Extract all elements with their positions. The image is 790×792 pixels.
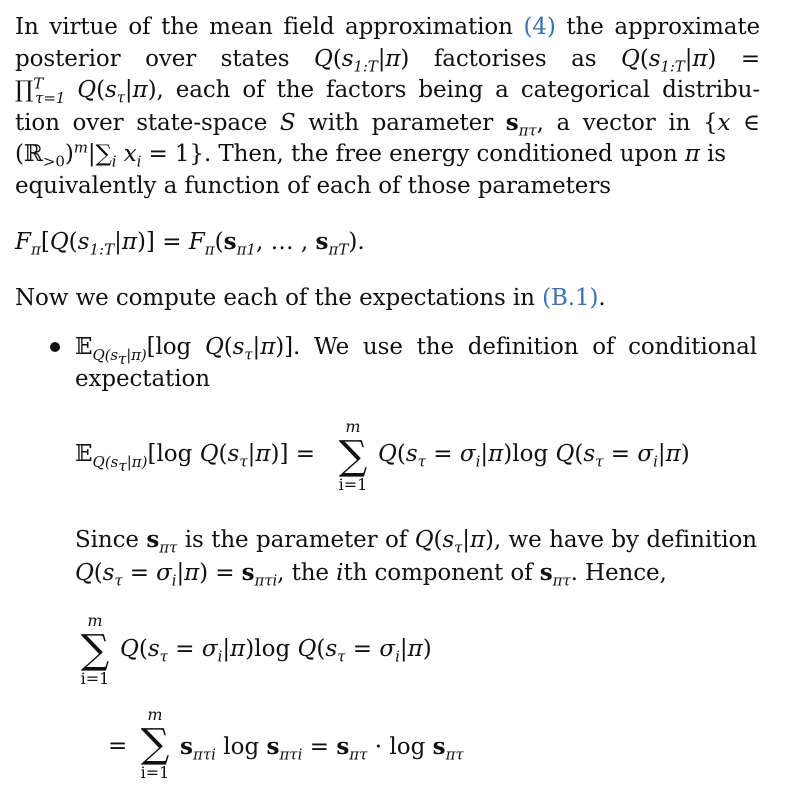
log-op: log [389, 734, 426, 760]
equation-ref-B1[interactable]: (B.1) [542, 285, 599, 311]
text-segment: , we have by definition [493, 527, 757, 553]
text-segment: equivalently a function of each of those parameters [15, 172, 611, 199]
math-Q-cond: $Q(s_\tau|\pi)$ [414, 527, 494, 557]
paragraph-expectations [15, 283, 760, 315]
log-op: log [512, 441, 549, 467]
equation-expectation: 𝔼$_{Q(s_\tau|\pi)}$[log $Q(s_\tau|\pi)$] = [75, 441, 316, 475]
equation-derivation-1: $Q(s_\tau = \sigma_i|\pi)\log$ $Q(s_\tau = \sigma_i|\pi)$ [120, 636, 432, 666]
text-segment: . Then, the free energy conditioned upon [203, 141, 678, 167]
math-posterior-2: $Q(s_{1:T}|\pi)$ [621, 45, 717, 76]
line-10 [75, 524, 757, 557]
equation-equals: = [108, 733, 128, 759]
math-param-3: $s_{\pi\tau i}$ [241, 558, 278, 590]
equation-expectation-rhs: $Q(s_\tau = \sigma_i|\pi)\log$ $Q(s_\tau = \sigma_i|\pi)$ [378, 441, 690, 471]
math-S: S [279, 109, 296, 136]
line-7 [15, 283, 760, 315]
text-segment: Now we compute each of the expectations in [15, 285, 535, 311]
sum-lower: i=1 [80, 669, 110, 688]
line-11 [75, 557, 757, 590]
line-4 [15, 107, 760, 140]
line-8 [75, 332, 757, 368]
paragraph-mean-field [15, 12, 760, 202]
math-pi: π [684, 141, 700, 167]
math-param-4: $s_{\pi\tau}$ [539, 558, 571, 590]
text-segment: , a vector in [536, 109, 691, 136]
bullet-marker [50, 342, 60, 352]
text-segment: tion over state-space [15, 109, 268, 136]
math-param: $s_{\pi\tau}$ [505, 108, 537, 140]
line-6 [15, 171, 760, 203]
text-segment: is the parameter of [184, 527, 408, 553]
math-product: ∏$^T_{\tau=1}$ $Q(s_\tau|\pi)$ [15, 74, 157, 107]
text-segment: the approximate [566, 14, 760, 40]
sum-upper: m [87, 611, 103, 630]
line-5 [15, 139, 760, 171]
line-2 [15, 44, 760, 76]
text-segment: In virtue of the mean field approximation [15, 14, 513, 40]
sum-lower: i=1 [140, 763, 170, 782]
text-segment: Since [75, 527, 139, 553]
line-1 [15, 12, 760, 44]
math-param-2: $s_{\pi\tau}$ [146, 526, 178, 557]
text-segment: factorises as [433, 45, 597, 72]
math-expectation: 𝔼$_{Q(s_\tau|\pi)}$[log $Q(s_\tau|\pi)$] [75, 334, 293, 368]
math-posterior: $Q(s_{1:T}|\pi)$ [314, 45, 410, 76]
sum-operator-2: m ∑ i=1 [75, 612, 115, 688]
sum-upper: m [345, 417, 361, 436]
math-set-open: {x ∈ [702, 109, 760, 136]
text-segment: expectation [75, 365, 210, 392]
log-op: log [223, 734, 260, 760]
text-segment: is [707, 141, 727, 167]
text-segment: posterior over states [15, 45, 290, 72]
text-segment: , the [277, 559, 329, 586]
sum-operator-3: m ∑ i=1 [135, 706, 175, 782]
math-i: i [336, 559, 344, 586]
line-9 [75, 364, 757, 396]
ellipsis: … [270, 229, 294, 255]
sum-lower: i=1 [338, 475, 368, 494]
equation-derivation-2: $s_{\pi\tau i}$ $\log s_{\pi\tau i} = s_{\pi\tau} \cdot \log s_{\pi\tau}$ [180, 733, 464, 764]
line-3 [15, 75, 760, 107]
text-segment: with parameter [308, 109, 494, 136]
sum-upper: m [147, 705, 163, 724]
text-segment: , each of the factors being a categorical distribu- [156, 77, 761, 103]
equation-ref-4[interactable]: (4) [523, 14, 556, 40]
log-op: log [254, 636, 291, 662]
math-set-body: $(ℝ_{>0})^m|\sum_i$ $x_i = 1$} [15, 138, 204, 171]
math-Q-def: $Q(s_\tau = \sigma_i|\pi)$ = [75, 559, 235, 590]
sum-operator-1: m ∑ i=1 [333, 418, 373, 494]
equation-free-energy: $F_\pi[Q(s_{1:T}|\pi)] = F_\pi(s_{\pi 1}$, … , $s_{\pi T}$). [15, 228, 365, 259]
math-equals: = [740, 45, 761, 72]
text-segment: . Hence, [570, 559, 667, 586]
paragraph-since [75, 524, 757, 589]
bullet-item [75, 332, 757, 395]
text-segment: th component of [343, 559, 533, 586]
text-segment: . [598, 285, 606, 311]
text-segment: . We use the definition of conditional [292, 334, 757, 360]
